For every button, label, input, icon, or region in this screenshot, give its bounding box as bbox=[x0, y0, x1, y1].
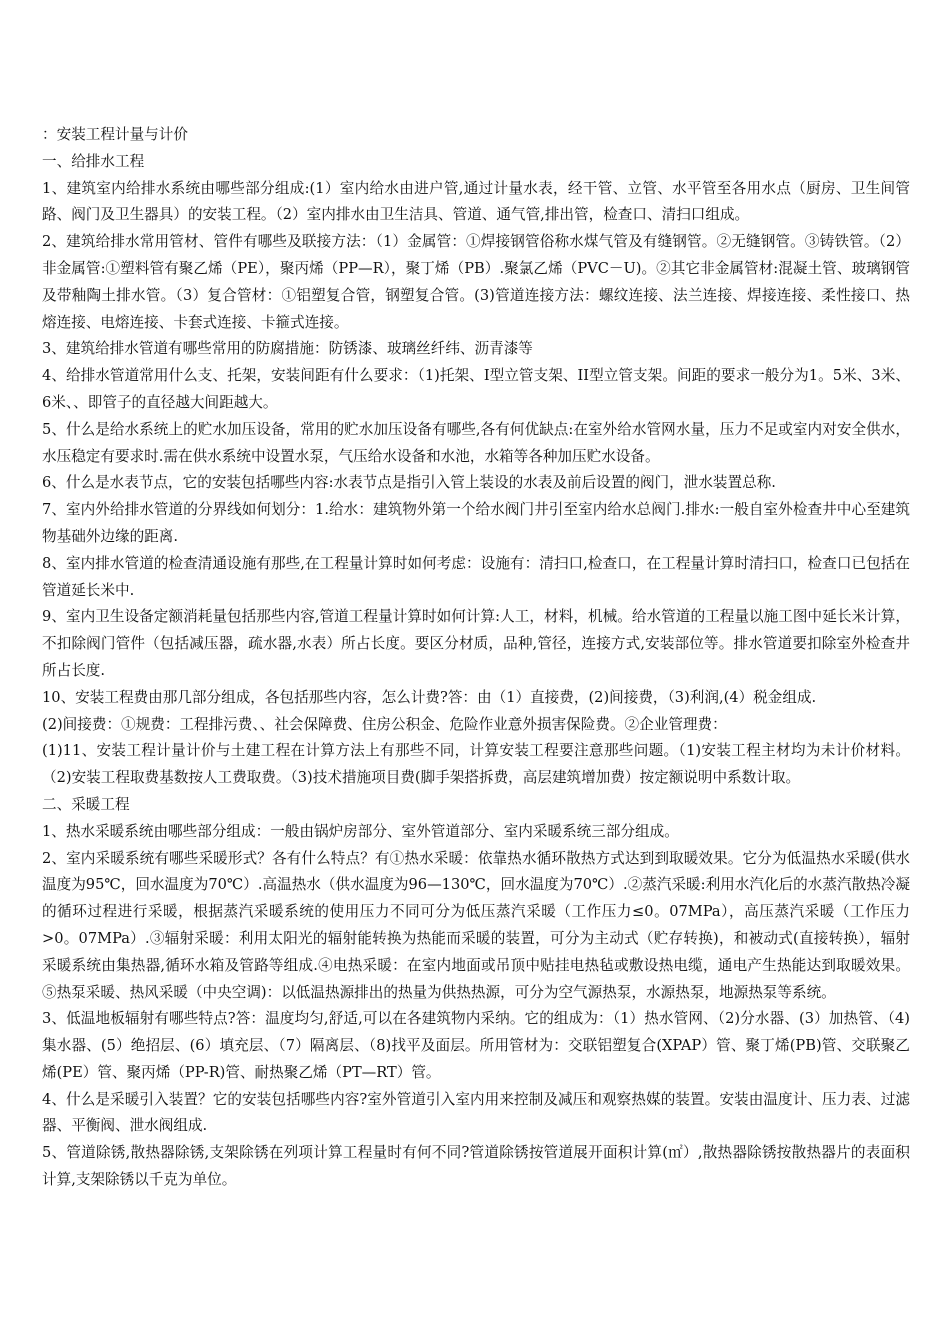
paragraph: 9、室内卫生设备定额消耗量包括那些内容,管道工程量计算时如何计算:人工，材料，机械。给水管道的工程量以施工图中延长米计算，不扣除阀门管件（包括减压器，疏水器,水表）所占长度。要区分材质，品种,管径，连接方式,安装部位等。排水管道要扣除室外检查井所占长度. bbox=[42, 608, 910, 679]
paragraph: 10、安装工程费由那几部分组成，各包括那些内容，怎么计费?答：由（1）直接费，(2)间接费，（3)利润,(4）税金组成. bbox=[42, 688, 817, 706]
paragraph: 4、给排水管道常用什么支、托架，安装间距有什么要求：（1)托架、I型立管支架、II型立管支架。间距的要求一般分为1。5米、3米、6米、、即管子的直径越大间距越大。 bbox=[42, 367, 910, 411]
paragraph: 2、室内采暖系统有哪些采暖形式？各有什么特点？有①热水采暖：依靠热水循环散热方式达到到取暖效果。它分为低温热水采暖(供水温度为95℃，回水温度为70℃）.高温热水（供水温度为96—130℃，回水温度为70℃）.②蒸汽采暖:利用水汽化后的水蒸汽散热冷凝的循环过程进行采暖，根据蒸汽采暖系统的使用压力不同可分为低压蒸汽采暖（工作压力≤0。07MPa），高压蒸汽采暖（工作压力>0。07MPa）.③辐射采暖：利用太阳光的辐射能转换为热能而采暖的装置，可分为主动式（贮存转换)，和被动式(直接转换），辐射采暖系统由集热器,循环水箱及管路等组成.④电热采暖：在室内地面或吊顶中贴挂电热毡或敷设热电缆，通电产生热能达到取暖效果。⑤热泵采暖、热风采暖（中央空调)：以低温热源排出的热量为供热热源，可分为空气源热泵，水源热泵，地源热泵等系统。 bbox=[42, 849, 910, 1001]
paragraph: (1)11、安装工程计量计价与土建工程在计算方法上有那些不同，计算安装工程要注意那些问题。（1)安装工程主材均为未计价材料。（2)安装工程取费基数按人工费取费。（3)技术措施项目费(脚手架搭拆费，高层建筑增加费）按定额说明中系数计取。 bbox=[42, 742, 910, 787]
section-title-plumbing: 一、给排水工程 bbox=[42, 152, 145, 170]
paragraph: (2)间接费：①规费：工程排污费、、社会保障费、住房公积金、危险作业意外损害保险费。②企业管理费： bbox=[42, 715, 727, 733]
document-heading: ：安装工程计量与计价 bbox=[42, 126, 188, 143]
paragraph: 5、什么是给水系统上的贮水加压设备，常用的贮水加压设备有哪些,各有何优缺点:在室外给水管网水量，压力不足或室内对安全供水，水压稳定有要求时.需在供水系统中设置水泵，气压给水设备和水池，水箱等各种加压贮水设备。 bbox=[42, 420, 910, 465]
document-body bbox=[42, 122, 910, 1194]
paragraph: 4、什么是采暖引入装置？它的安装包括哪些内容?室外管道引入室内用来控制及减压和观察热媒的装置。安装由温度计、压力表、过滤器、平衡阀、泄水阀组成. bbox=[42, 1090, 910, 1135]
paragraph: 3、建筑给排水管道有哪些常用的防腐措施：防锈漆、玻璃丝纤纬、沥青漆等 bbox=[42, 340, 533, 358]
paragraph: 6、什么是水表节点，它的安装包括哪些内容:水表节点是指引入管上装设的水表及前后设置的阀门，泄水装置总称. bbox=[42, 474, 776, 492]
paragraph: 8、室内排水管道的检查清通设施有那些,在工程量计算时如何考虑：设施有：清扫口,检查口，在工程量计算时清扫口，检查口已包括在管道延长米中. bbox=[42, 554, 910, 599]
paragraph: 5、管道除锈,散热器除锈,支架除锈在列项计算工程量时有何不同?管道除锈按管道展开面积计算(㎡）,散热器除锈按散热器片的表面积计算,支架除锈以千克为单位。 bbox=[42, 1144, 910, 1189]
paragraph: 1、热水采暖系统由哪些部分组成：一般由锅炉房部分、室外管道部分、室内采暖系统三部分组成。 bbox=[42, 822, 679, 840]
section-title-heating: 二、采暖工程 bbox=[42, 795, 130, 813]
paragraph: 2、建筑给排水常用管材、管件有哪些及联接方法：（1）金属管：①焊接钢管俗称水煤气管及有缝钢管。②无缝钢管。③铸铁管。（2）非金属管:①塑料管有聚乙烯（PE），聚丙烯（PP—R），聚丁烯（PB）.聚氯乙烯（PVC－U)。②其它非金属管材:混凝土管、玻璃钢管及带釉陶土排水管。（3）复合管材：①铝塑复合管，钢塑复合管。(3)管道连接方法：螺纹连接、法兰连接、焊接连接、柔性接口、热熔连接、电熔连接、卡套式连接、卡箍式连接。 bbox=[42, 233, 910, 331]
paragraph: 3、低温地板辐射有哪些特点?答：温度均匀,舒适,可以在各建筑物内采纳。它的组成为：（1）热水管网、（2)分水器、(3）加热管、（4)集水器、(5）绝招层、(6）填充层、（7）隔离层、（8)找平及面层。所用管材为：交联铝塑复合(XPAP）管、聚丁烯(PB)管、交联聚乙烯(PE）管、聚丙烯（PP-R)管、耐热聚乙烯（PT—RT）管。 bbox=[42, 1010, 910, 1081]
paragraph: 7、室内外给排水管道的分界线如何划分：1.给水：建筑物外第一个给水阀门井引至室内给水总阀门.排水:一般自室外检查井中心至建筑物基础外边缘的距离. bbox=[42, 501, 910, 545]
paragraph: 1、建筑室内给排水系统由哪些部分组成:(1）室内给水由进户管,通过计量水表，经干管、立管、水平管至各用水点（厨房、卫生间管路、阀门及卫生器具）的安装工程。（2）室内排水由卫生洁具、管道、通气管,排出管，检查口、清扫口组成。 bbox=[42, 179, 910, 224]
